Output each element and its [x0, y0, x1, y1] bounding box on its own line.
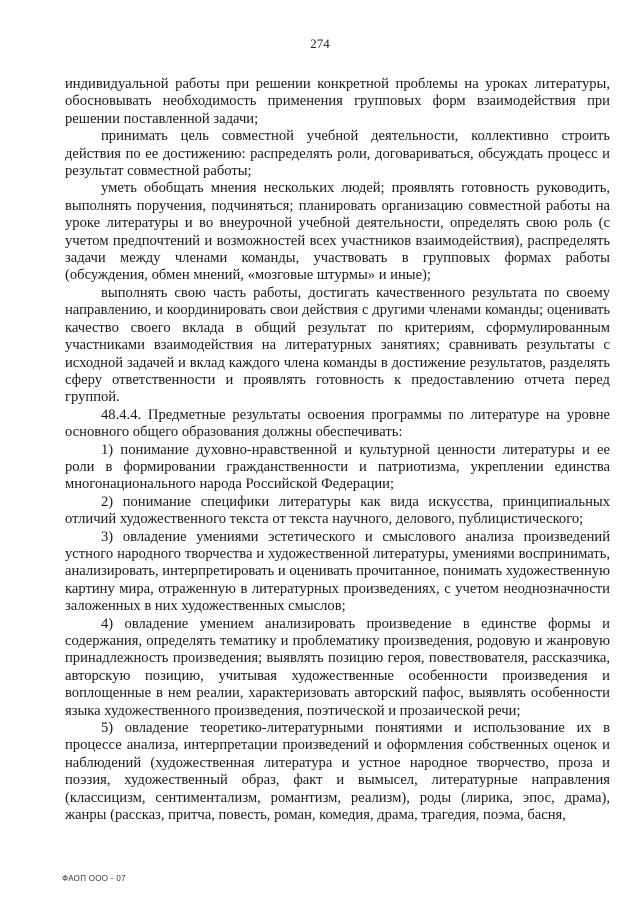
- page-number: 274: [310, 36, 330, 51]
- list-item-3: 3) овладение умениями эстетического и смыслового анализа произведений устного народного творчества и художественной литературы, умениями воспринимать, анализировать, интерпретировать и оценивать прочитанное, понимать художественную картину мира, отраженную в литературных произведениях, с учетом неоднозначности заложенных в них художественных смыслов;: [65, 528, 610, 615]
- paragraph-generalize-opinions: уметь обобщать мнения нескольких людей; проявлять готовность руководить, выполнять поручения, подчиняться; планировать организацию совместной работы на уроке литературы и во внеурочной учебной деятельности, определять свою роль (с учетом предпочтений и возможностей всех участников взаимодействия), распределять задачи между членами команды, участвовать в групповых формах работы (обсуждения, обмен мнений, «мозговые штурмы» и иные);: [65, 180, 610, 284]
- paragraph-continuation: индивидуальной работы при решении конкретной проблемы на уроках литературы, обосновывать необходимость применения групповых форм взаимодействия при решении поставленной задачи;: [65, 76, 610, 127]
- list-item-4: 4) овладение умением анализировать произведение в единстве формы и содержания, определять тематику и проблематику произведения, родовую и жанровую принадлежность произведения; выявлять позицию героя, повествователя, рассказчика, авторскую позицию, учитывая художественные особенности произведения и воплощенные в нем реалии, характеризовать авторский пафос, выявлять особенности языка художественного произведения, поэтической и прозаической речи;: [65, 615, 610, 719]
- list-item-2: 2) понимание специфики литературы как вида искусства, принципиальных отличий художественного текста от текста научного, делового, публицистического;: [65, 493, 610, 528]
- paragraph-section-heading: 48.4.4. Предметные результаты освоения программы по литературе на уровне основного общего образования должны обеспечивать:: [65, 406, 610, 441]
- list-item-1: 1) понимание духовно-нравственной и культурной ценности литературы и ее роли в формировании гражданственности и патриотизма, укреплении единства многонационального народа Российской Федерации;: [65, 441, 610, 493]
- paragraph-own-work: выполнять свою часть работы, достигать качественного результата по своему направлению, и координировать свои действия с другими членами команды; оценивать качество своего вклада в общий результат по критериям, сформулированным участниками взаимодействия на литературных занятиях; сравнивать результаты с исходной задачей и вклад каждого члена команды в достижение результатов, разделять сферу ответственности и проявлять готовность к предоставлению отчета перед группой.: [65, 284, 610, 406]
- paragraph-joint-goal: принимать цель совместной учебной деятельности, коллективно строить действия по ее достижению: распределять роли, договариваться, обсуждать процесс и результат совместной работы;: [65, 128, 610, 180]
- document-body: [65, 76, 610, 824]
- footer-document-code: ФАОП ООО - 07: [62, 874, 126, 883]
- list-item-5: 5) овладение теоретико-литературными понятиями и использование их в процессе анализа, интерпретации произведений и оформления собственных оценок и наблюдений (художественная литература и устное народное творчество, проза и поэзия, художественный образ, факт и вымысел, литературные направления (классицизм, сентиментализм, романтизм, реализм), роды (лирика, эпос, драма), жанры (рассказ, притча, повесть, роман, комедия, драма, трагедия, поэма, басня,: [65, 720, 610, 824]
